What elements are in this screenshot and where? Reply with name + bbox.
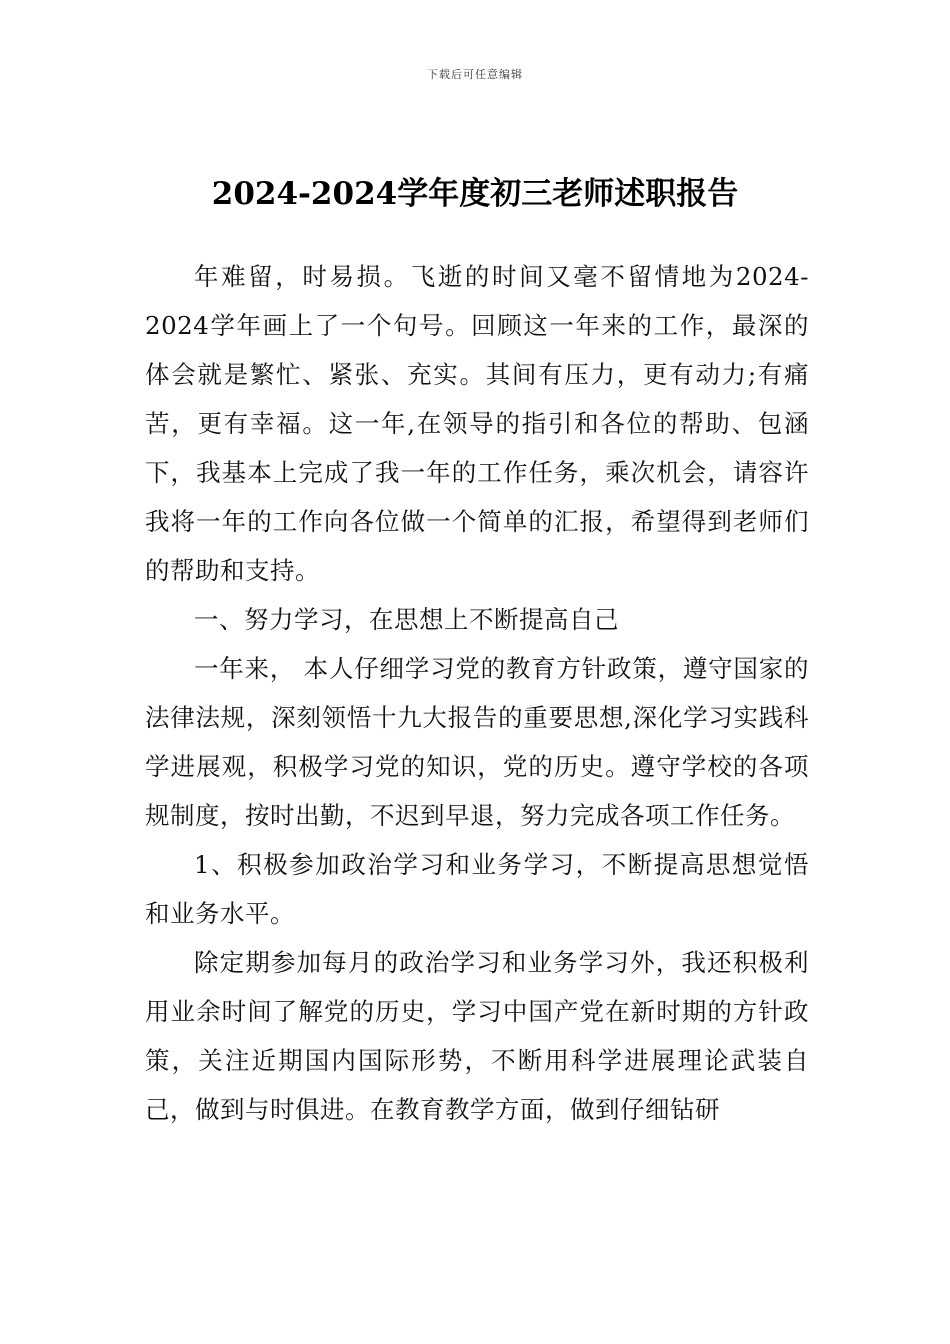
subsection-heading-1: 1、积极参加政治学习和业务学习，不断提高思想觉悟和业务水平。 [145, 850, 809, 928]
document-title: 2024-2024学年度初三老师述职报告 [211, 176, 739, 212]
section-heading-1: 一、努力学习，在思想上不断提高自己 [194, 605, 619, 634]
header-note: 下载后可任意编辑 [427, 68, 523, 81]
document-body [145, 252, 809, 1134]
paragraph-intro: 年难留，时易损。飞逝的时间又毫不留情地为2024-2024学年画上了一个句号。回顾这一年来的工作，最深的体会就是繁忙、紧张、充实。其间有压力，更有动力;有痛苦，更有幸福。这一年,在领导的指引和各位的帮助、包涵下，我基本上完成了我一年的工作任务，乘次机会，请容许我将一年的工作向各位做一个简单的汇报，希望得到老师们的帮助和支持。 [145, 262, 809, 585]
paragraph-learning: 除定期参加每月的政治学习和业务学习外，我还积极利用业余时间了解党的历史，学习中国产党在新时期的方针政策，关注近期国内国际形势，不断用科学进展理论武装自己，做到与时俱进。在教育教学方面，做到仔细钻研 [145, 948, 809, 1124]
paragraph-study: 一年来， 本人仔细学习党的教育方针政策，遵守国家的法律法规，深刻领悟十九大报告的重要思想,深化学习实践科学进展观，积极学习党的知识，党的历史。遵守学校的各项规制度，按时出勤，不迟到早退，努力完成各项工作任务。 [145, 654, 809, 830]
